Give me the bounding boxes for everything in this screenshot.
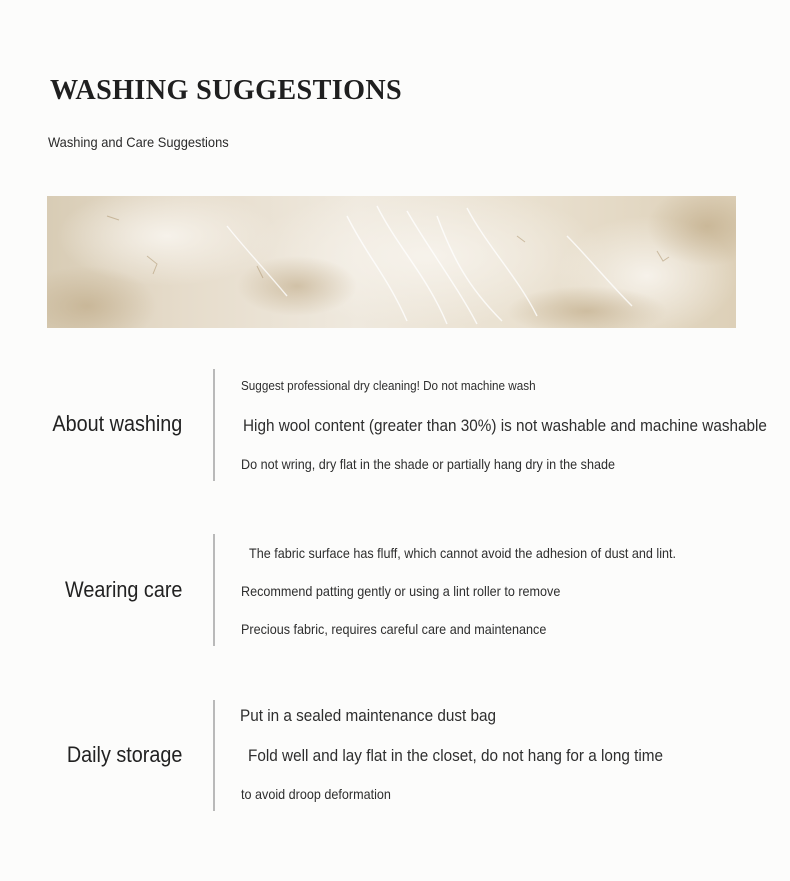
section-line: to avoid droop deformation [241,786,391,802]
section-divider [213,700,215,811]
section-label: Wearing care [64,577,182,602]
section-line: Suggest professional dry cleaning! Do not machine wash [241,378,536,393]
page-subtitle: Washing and Care Suggestions [48,134,229,150]
section-line: Put in a sealed maintenance dust bag [240,706,497,725]
section-line: The fabric surface has fluff, which cannot avoid the adhesion of dust and lint. [249,545,677,561]
wool-fiber-banner-image [47,196,736,328]
section-line: Recommend patting gently or using a lint roller to remove [241,583,561,599]
section-line: High wool content (greater than 30%) is not washable and machine washable [243,416,767,435]
section-label: Daily storage [66,742,182,767]
page-title: WASHING SUGGESTIONS [50,74,403,106]
section-line: Do not wring, dry flat in the shade or partially hang dry in the shade [241,456,616,472]
section-line: Precious fabric, requires careful care and maintenance [241,621,547,637]
section-label: About washing [52,411,182,436]
section-divider [213,369,215,481]
section-divider [213,534,215,646]
section-line: Fold well and lay flat in the closet, do not hang for a long time [248,746,664,765]
